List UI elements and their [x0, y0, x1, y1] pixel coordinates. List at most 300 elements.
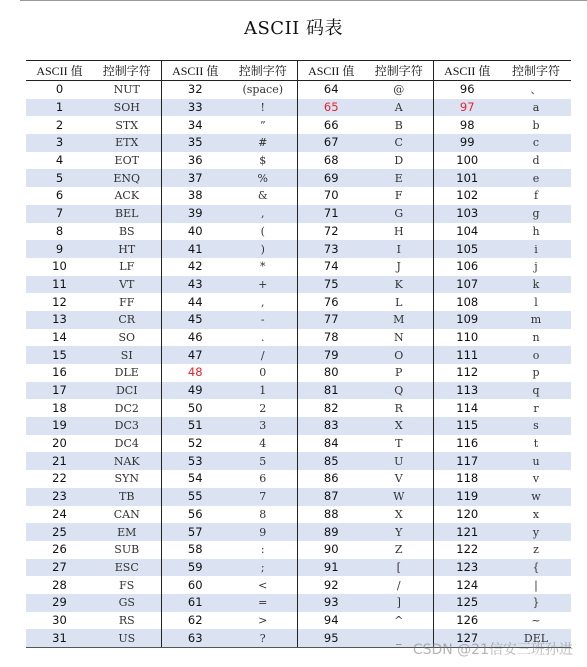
table-row	[26, 612, 571, 630]
ascii-value-cell: 20	[52, 436, 67, 451]
ascii-value-cell: 18	[52, 400, 67, 415]
ascii-value-cell: 70	[323, 188, 339, 203]
ascii-value-cell: 15	[26, 346, 93, 364]
header-ascii-value: ASCII 值	[297, 61, 365, 81]
ascii-value-cell: 80	[323, 365, 339, 380]
control-char-cell: DC3	[93, 417, 161, 435]
control-char-cell: T	[365, 435, 433, 453]
ascii-value-cell: 91	[297, 559, 365, 577]
control-char-cell: Z	[365, 541, 433, 559]
control-char-cell: 9	[229, 523, 297, 541]
ascii-value-cell: 5	[26, 169, 93, 187]
ascii-value-cell: 89	[297, 523, 365, 541]
control-char-cell: V	[365, 470, 433, 488]
header-ascii-value: ASCII 值	[433, 61, 501, 81]
control-char-cell: N	[365, 329, 433, 347]
control-char-cell: c	[501, 134, 571, 152]
control-char-cell: )	[229, 240, 297, 258]
control-char-cell: X	[365, 506, 433, 524]
header-ascii-value: ASCII 值	[161, 61, 229, 81]
control-char-cell: h	[532, 224, 540, 238]
control-char-cell: p	[532, 366, 540, 380]
control-char-cell: SYN	[93, 470, 161, 488]
control-char-cell: B	[365, 116, 433, 134]
ascii-value-cell: 77	[297, 311, 365, 329]
ascii-value-cell: 67	[297, 134, 365, 152]
ascii-value-cell: 22	[52, 471, 67, 486]
control-char-cell: US	[93, 629, 161, 647]
ascii-value-cell: 52	[187, 436, 203, 451]
control-char-cell: DEL	[501, 629, 571, 647]
control-char-cell: 7	[229, 488, 297, 506]
ascii-value-cell: 0	[55, 82, 64, 97]
control-char-cell: j	[534, 260, 538, 274]
control-char-cell: _	[365, 629, 433, 647]
control-char-cell: U	[365, 452, 433, 470]
ascii-value-cell: 116	[456, 436, 479, 451]
ascii-value-cell: 41	[161, 240, 229, 258]
table-row	[26, 435, 571, 453]
control-char-cell: CAN	[93, 506, 161, 524]
ascii-value-cell: 112	[456, 365, 479, 380]
table-row	[26, 311, 571, 329]
control-char-cell: #	[229, 134, 297, 152]
control-char-cell: DLE	[93, 364, 161, 382]
ascii-value-cell: 106	[456, 259, 479, 274]
ascii-value-cell: 76	[323, 294, 339, 309]
ascii-value-cell: 37	[161, 169, 229, 187]
ascii-value-cell: 46	[187, 329, 203, 344]
ascii-value-cell: 1	[26, 99, 93, 117]
control-char-cell: :	[229, 541, 297, 559]
table-row	[26, 452, 571, 470]
ascii-value-cell: 127	[433, 629, 501, 647]
control-char-cell: .	[229, 329, 297, 347]
control-char-cell: X	[365, 417, 433, 435]
ascii-value-cell: 54	[187, 471, 203, 486]
ascii-value-cell: 55	[161, 488, 229, 506]
ascii-value-cell: 3	[26, 134, 93, 152]
control-char-cell: z	[533, 543, 539, 557]
control-char-cell: K	[365, 276, 433, 294]
control-char-cell: l	[534, 295, 538, 309]
control-char-cell: ENQ	[93, 169, 161, 187]
control-char-cell: W	[365, 488, 433, 506]
control-char-cell: NAK	[93, 452, 161, 470]
ascii-value-cell: 62	[187, 612, 203, 627]
ascii-value-cell: 103	[433, 205, 501, 223]
table-row	[26, 276, 571, 294]
control-char-cell: RS	[93, 612, 161, 630]
ascii-value-cell: 122	[456, 542, 479, 557]
control-char-cell: m	[501, 311, 571, 329]
ascii-value-cell: 92	[323, 577, 339, 592]
control-char-cell: 1	[229, 382, 297, 400]
ascii-value-cell: 66	[323, 117, 339, 132]
table-row	[26, 116, 571, 134]
control-char-cell: g	[501, 205, 571, 223]
ascii-value-cell: 124	[456, 577, 479, 592]
control-char-cell: BS	[93, 223, 161, 241]
control-char-cell: SOH	[93, 99, 161, 117]
control-char-cell: 3	[229, 417, 297, 435]
header-control-char: 控制字符	[365, 61, 433, 81]
ascii-value-cell: 84	[323, 436, 339, 451]
ascii-value-cell: 39	[161, 205, 229, 223]
ascii-value-cell: 8	[55, 223, 64, 238]
ascii-value-cell: 87	[297, 488, 365, 506]
control-char-cell: %	[229, 169, 297, 187]
ascii-value-cell: 69	[297, 169, 365, 187]
control-char-cell: SO	[93, 329, 161, 347]
control-char-cell: ,	[229, 293, 297, 311]
ascii-value-cell: 28	[52, 577, 67, 592]
table-row	[26, 594, 571, 612]
control-char-cell: VT	[93, 276, 161, 294]
ascii-value-cell: 86	[323, 471, 339, 486]
control-char-cell: 、	[530, 83, 542, 97]
table-row	[26, 399, 571, 417]
control-char-cell: k	[501, 276, 571, 294]
ascii-value-cell: 83	[297, 417, 365, 435]
ascii-value-cell: 63	[161, 629, 229, 647]
ascii-value-cell: 117	[433, 452, 501, 470]
control-char-cell: ?	[229, 629, 297, 647]
control-char-cell: |	[534, 578, 538, 592]
ascii-value-cell: 24	[52, 506, 67, 521]
ascii-value-cell: 23	[26, 488, 93, 506]
control-char-cell: CR	[93, 311, 161, 329]
ascii-value-cell: 120	[456, 506, 479, 521]
ascii-value-cell: 58	[187, 542, 203, 557]
table-row	[26, 559, 571, 577]
control-char-cell: o	[501, 346, 571, 364]
page-title: ASCII 码表	[243, 18, 344, 39]
table-row	[26, 152, 571, 170]
ascii-value-cell: 107	[433, 276, 501, 294]
ascii-value-cell: 47	[161, 346, 229, 364]
table-body	[26, 81, 571, 648]
table-row	[26, 99, 571, 117]
ascii-value-cell: 14	[52, 329, 67, 344]
control-char-cell: LF	[93, 258, 161, 276]
control-char-cell: FS	[93, 576, 161, 594]
header-control-char: 控制字符	[229, 61, 297, 81]
ascii-value-cell: 104	[456, 223, 479, 238]
control-char-cell: >	[229, 612, 297, 630]
control-char-cell: I	[365, 240, 433, 258]
ascii-value-cell: 119	[433, 488, 501, 506]
watermark: CSDN @21信安三班孙进	[412, 642, 573, 658]
control-char-cell: P	[365, 364, 433, 382]
ascii-value-cell: 50	[187, 400, 203, 415]
ascii-value-cell: 118	[456, 471, 479, 486]
control-char-cell: e	[501, 169, 571, 187]
control-char-cell: SUB	[93, 541, 161, 559]
control-char-cell: Q	[365, 382, 433, 400]
ascii-value-cell: 88	[323, 506, 339, 521]
ascii-value-cell: 31	[26, 629, 93, 647]
table-row	[26, 506, 571, 524]
table-row	[26, 329, 571, 347]
control-char-cell: NUT	[93, 81, 161, 99]
ascii-value-cell: 12	[52, 294, 67, 309]
control-char-cell: w	[501, 488, 571, 506]
ascii-value-cell: 93	[297, 594, 365, 612]
ascii-value-cell: 38	[187, 188, 203, 203]
ascii-value-cell: 33	[161, 99, 229, 117]
ascii-value-cell: 126	[456, 612, 479, 627]
control-char-cell: r	[533, 401, 539, 415]
ascii-value-cell: 26	[52, 542, 67, 557]
table-row	[26, 258, 571, 276]
ascii-value-cell: 19	[26, 417, 93, 435]
table-row	[26, 523, 571, 541]
ascii-value-cell: 75	[297, 276, 365, 294]
control-char-cell: v	[532, 472, 540, 486]
ascii-value-cell: 7	[26, 205, 93, 223]
ascii-value-cell: 73	[297, 240, 365, 258]
table-row	[26, 81, 571, 99]
ascii-value-cell: 113	[433, 382, 501, 400]
control-char-cell: 0	[229, 364, 297, 382]
control-char-cell: q	[501, 382, 571, 400]
control-char-cell: =	[229, 594, 297, 612]
ascii-value-cell: 97	[433, 99, 501, 117]
ascii-value-cell: 56	[187, 506, 203, 521]
control-char-cell: HT	[93, 240, 161, 258]
control-char-cell: GS	[93, 594, 161, 612]
control-char-cell: /	[229, 346, 297, 364]
control-char-cell: ACK	[93, 187, 161, 205]
control-char-cell: 8	[229, 506, 297, 524]
control-char-cell: F	[365, 187, 433, 205]
control-char-cell: !	[229, 99, 297, 117]
ascii-value-cell: 13	[26, 311, 93, 329]
control-char-cell: DC2	[93, 399, 161, 417]
ascii-value-cell: 53	[161, 452, 229, 470]
ascii-value-cell: 36	[187, 153, 203, 168]
control-char-cell: 4	[229, 435, 297, 453]
control-char-cell: D	[365, 152, 433, 170]
ascii-value-cell: 99	[433, 134, 501, 152]
ascii-value-cell: 79	[297, 346, 365, 364]
table-row	[26, 187, 571, 205]
ascii-value-cell: 109	[433, 311, 501, 329]
ascii-value-cell: 81	[297, 382, 365, 400]
control-char-cell: /	[365, 576, 433, 594]
ascii-value-cell: 100	[456, 153, 479, 168]
ascii-table	[26, 60, 571, 648]
ascii-value-cell: 78	[323, 329, 339, 344]
control-char-cell: n	[532, 330, 540, 344]
control-char-cell: STX	[93, 116, 161, 134]
ascii-value-cell: 110	[456, 329, 479, 344]
ascii-value-cell: 21	[26, 452, 93, 470]
table-row	[26, 223, 571, 241]
control-char-cell: (space)	[229, 81, 297, 99]
header-ascii-value: ASCII 值	[26, 61, 93, 81]
control-char-cell: ESC	[93, 559, 161, 577]
control-char-cell: DC4	[93, 435, 161, 453]
control-char-cell: *	[229, 258, 297, 276]
ascii-value-cell: 49	[161, 382, 229, 400]
control-char-cell: ;	[229, 559, 297, 577]
ascii-value-cell: 95	[297, 629, 365, 647]
ascii-value-cell: 114	[456, 400, 479, 415]
ascii-value-cell: 29	[26, 594, 93, 612]
control-char-cell: 6	[229, 470, 297, 488]
ascii-value-cell: 96	[459, 82, 475, 97]
table-row	[26, 417, 571, 435]
table-row	[26, 240, 571, 258]
ascii-value-cell: 4	[55, 153, 64, 168]
control-char-cell: TB	[93, 488, 161, 506]
control-char-cell: BEL	[93, 205, 161, 223]
ascii-value-cell: 45	[161, 311, 229, 329]
control-char-cell: L	[365, 293, 433, 311]
table-header-row	[26, 61, 571, 81]
control-char-cell: @	[365, 81, 433, 99]
ascii-value-cell: 105	[433, 240, 501, 258]
control-char-cell: a	[501, 99, 571, 117]
table-row	[26, 205, 571, 223]
top-rule	[20, 0, 587, 1]
table-row	[26, 576, 571, 594]
ascii-value-cell: 35	[161, 134, 229, 152]
ascii-value-cell: 72	[323, 223, 339, 238]
control-char-cell: 2	[229, 399, 297, 417]
ascii-value-cell: 98	[459, 117, 475, 132]
ascii-value-cell: 108	[456, 294, 479, 309]
ascii-value-cell: 123	[433, 559, 501, 577]
ascii-value-cell: 68	[323, 153, 339, 168]
ascii-value-cell: 61	[161, 594, 229, 612]
control-char-cell: (	[229, 223, 297, 241]
ascii-value-cell: 25	[26, 523, 93, 541]
control-char-cell: A	[365, 99, 433, 117]
control-char-cell: J	[365, 258, 433, 276]
ascii-value-cell: 74	[323, 259, 339, 274]
ascii-value-cell: 42	[187, 259, 203, 274]
control-char-cell: d	[532, 154, 540, 168]
table-row	[26, 293, 571, 311]
ascii-value-cell: 90	[323, 542, 339, 557]
control-char-cell: ~	[531, 613, 541, 627]
control-char-cell: ETX	[93, 134, 161, 152]
ascii-value-cell: 32	[187, 82, 203, 97]
ascii-value-cell: 51	[161, 417, 229, 435]
table-row	[26, 382, 571, 400]
ascii-value-cell: 85	[297, 452, 365, 470]
table-row	[26, 364, 571, 382]
ascii-value-cell: 82	[323, 400, 339, 415]
ascii-value-cell: 111	[433, 346, 501, 364]
control-char-cell: H	[365, 223, 433, 241]
ascii-value-cell: 125	[433, 594, 501, 612]
control-char-cell: DCI	[93, 382, 161, 400]
ascii-value-cell: 59	[161, 559, 229, 577]
control-char-cell: &	[229, 187, 297, 205]
control-char-cell: O	[365, 346, 433, 364]
control-char-cell: i	[501, 240, 571, 258]
ascii-value-cell: 65	[297, 99, 365, 117]
control-char-cell: <	[229, 576, 297, 594]
control-char-cell: C	[365, 134, 433, 152]
ascii-value-cell: 16	[52, 365, 67, 380]
table-row	[26, 470, 571, 488]
table-row	[26, 541, 571, 559]
control-char-cell: +	[229, 276, 297, 294]
ascii-value-cell: 48	[187, 365, 203, 380]
control-char-cell: R	[365, 399, 433, 417]
control-char-cell: 5	[229, 452, 297, 470]
header-control-char: 控制字符	[501, 61, 571, 81]
ascii-value-cell: 27	[26, 559, 93, 577]
ascii-value-cell: 9	[26, 240, 93, 258]
control-char-cell: ”	[229, 116, 297, 134]
control-char-cell: SI	[93, 346, 161, 364]
ascii-value-cell: 101	[433, 169, 501, 187]
ascii-value-cell: 11	[26, 276, 93, 294]
control-char-cell: $	[229, 152, 297, 170]
control-char-cell: EM	[93, 523, 161, 541]
ascii-value-cell: 43	[161, 276, 229, 294]
control-char-cell: ,	[229, 205, 297, 223]
control-char-cell: ]	[365, 594, 433, 612]
control-char-cell: u	[501, 452, 571, 470]
control-char-cell: G	[365, 205, 433, 223]
ascii-value-cell: 6	[55, 188, 64, 203]
ascii-value-cell: 57	[161, 523, 229, 541]
control-char-cell: -	[229, 311, 297, 329]
ascii-value-cell: 64	[323, 82, 339, 97]
ascii-value-cell: 115	[433, 417, 501, 435]
control-char-cell: }	[501, 594, 571, 612]
table-row	[26, 169, 571, 187]
ascii-value-cell: 10	[52, 259, 67, 274]
control-char-cell: s	[501, 417, 571, 435]
control-char-cell: M	[365, 311, 433, 329]
table-row	[26, 346, 571, 364]
ascii-value-cell: 60	[187, 577, 203, 592]
ascii-value-cell: 30	[52, 612, 67, 627]
ascii-value-cell: 40	[187, 223, 203, 238]
control-char-cell: ^	[365, 612, 433, 630]
ascii-value-cell: 121	[433, 523, 501, 541]
ascii-value-cell: 102	[456, 188, 479, 203]
control-char-cell: Y	[365, 523, 433, 541]
control-char-cell: f	[533, 189, 539, 203]
ascii-value-cell: 34	[187, 117, 203, 132]
control-char-cell: y	[501, 523, 571, 541]
control-char-cell: x	[532, 507, 540, 521]
control-char-cell: [	[365, 559, 433, 577]
table-row	[26, 134, 571, 152]
ascii-value-cell: 44	[187, 294, 203, 309]
ascii-value-cell: 17	[26, 382, 93, 400]
table-row	[26, 488, 571, 506]
control-char-cell: t	[533, 437, 539, 451]
control-char-cell: EOT	[93, 152, 161, 170]
ascii-value-cell: 94	[323, 612, 339, 627]
header-control-char: 控制字符	[93, 61, 161, 81]
ascii-value-cell: 2	[55, 117, 64, 132]
control-char-cell: E	[365, 169, 433, 187]
ascii-value-cell: 71	[297, 205, 365, 223]
control-char-cell: {	[501, 559, 571, 577]
control-char-cell: FF	[93, 293, 161, 311]
